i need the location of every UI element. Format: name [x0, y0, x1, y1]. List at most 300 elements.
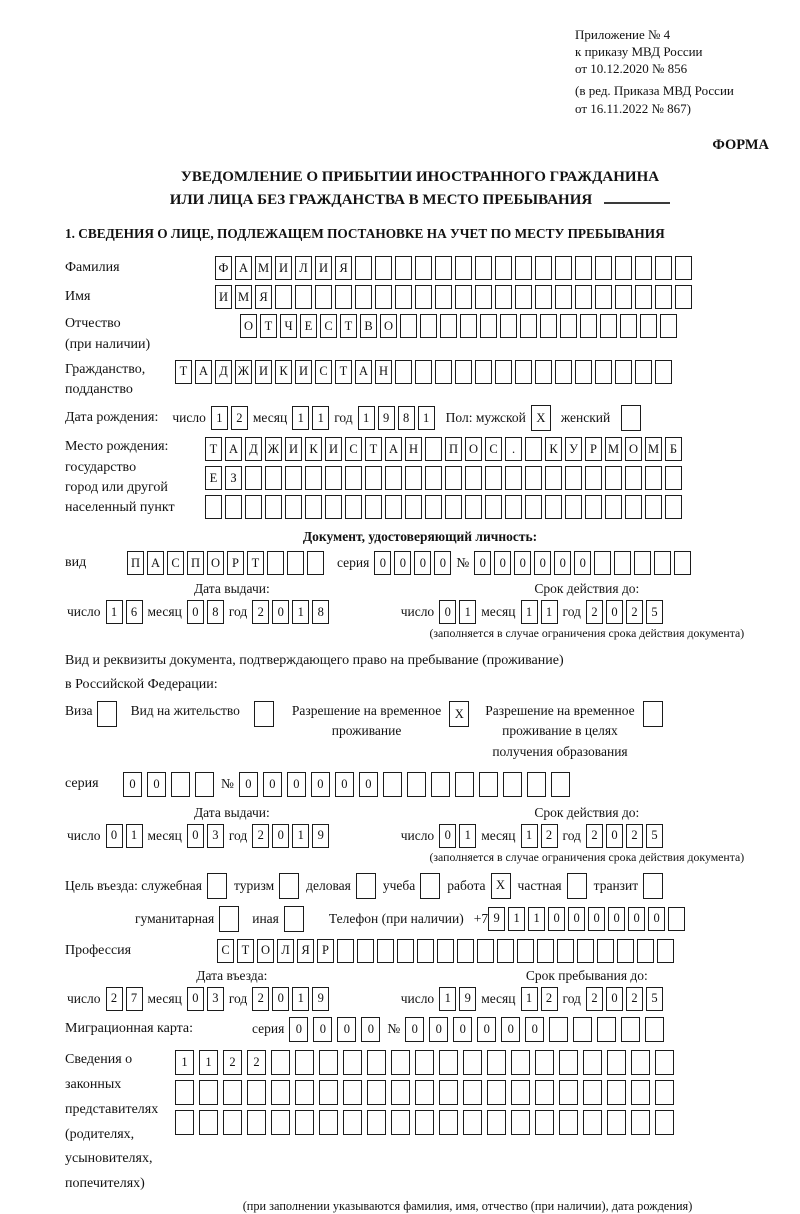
- char-cell[interactable]: [345, 495, 362, 519]
- purpose-transit-checkbox[interactable]: [643, 873, 663, 899]
- char-cell[interactable]: 0: [554, 551, 571, 575]
- char-cell[interactable]: [595, 360, 612, 384]
- sex-female-checkbox[interactable]: [621, 405, 641, 431]
- char-cell[interactable]: 2: [626, 600, 643, 624]
- char-cell[interactable]: [460, 314, 477, 338]
- purpose-study-checkbox[interactable]: [420, 873, 440, 899]
- char-cell[interactable]: [439, 1050, 458, 1075]
- char-cell[interactable]: 0: [606, 600, 623, 624]
- char-cell[interactable]: [577, 939, 594, 963]
- char-cell[interactable]: 2: [541, 824, 558, 848]
- res-valid-month-cells[interactable]: [521, 824, 561, 848]
- guardians-cells-1[interactable]: [175, 1050, 679, 1075]
- char-cell[interactable]: [285, 466, 302, 490]
- char-cell[interactable]: [607, 1110, 626, 1135]
- char-cell[interactable]: 1: [312, 406, 329, 430]
- char-cell[interactable]: Л: [277, 939, 294, 963]
- char-cell[interactable]: [315, 285, 332, 309]
- char-cell[interactable]: 0: [494, 551, 511, 575]
- char-cell[interactable]: [573, 1017, 592, 1042]
- purpose-official-checkbox[interactable]: [207, 873, 227, 899]
- doc-issue-day-cells[interactable]: [106, 600, 146, 624]
- char-cell[interactable]: [594, 551, 611, 575]
- char-cell[interactable]: [271, 1050, 290, 1075]
- char-cell[interactable]: [525, 495, 542, 519]
- char-cell[interactable]: [279, 873, 299, 899]
- char-cell[interactable]: [617, 939, 634, 963]
- char-cell[interactable]: [535, 285, 552, 309]
- char-cell[interactable]: [635, 256, 652, 280]
- char-cell[interactable]: [537, 939, 554, 963]
- char-cell[interactable]: 1: [211, 406, 228, 430]
- char-cell[interactable]: 0: [187, 824, 204, 848]
- char-cell[interactable]: [559, 1110, 578, 1135]
- char-cell[interactable]: Н: [405, 437, 422, 461]
- char-cell[interactable]: 6: [126, 600, 143, 624]
- char-cell[interactable]: 0: [147, 772, 166, 797]
- char-cell[interactable]: 2: [106, 987, 123, 1011]
- char-cell[interactable]: 1: [292, 824, 309, 848]
- purpose-other-checkbox[interactable]: [284, 906, 304, 932]
- doc-issue-year-cells[interactable]: [252, 600, 332, 624]
- char-cell[interactable]: [475, 256, 492, 280]
- char-cell[interactable]: Е: [205, 466, 222, 490]
- char-cell[interactable]: 1: [106, 600, 123, 624]
- char-cell[interactable]: [223, 1080, 242, 1105]
- char-cell[interactable]: [275, 285, 292, 309]
- char-cell[interactable]: [620, 314, 637, 338]
- char-cell[interactable]: 0: [477, 1017, 496, 1042]
- res-issue-month-cells[interactable]: [187, 824, 227, 848]
- char-cell[interactable]: Я: [335, 256, 352, 280]
- char-cell[interactable]: 0: [548, 907, 565, 931]
- char-cell[interactable]: Д: [245, 437, 262, 461]
- entry-day-cells[interactable]: [106, 987, 146, 1011]
- stay-year-cells[interactable]: [586, 987, 666, 1011]
- char-cell[interactable]: 8: [207, 600, 224, 624]
- temp-residence-edu-checkbox[interactable]: [643, 701, 663, 727]
- char-cell[interactable]: 0: [534, 551, 551, 575]
- char-cell[interactable]: Е: [300, 314, 317, 338]
- char-cell[interactable]: [417, 939, 434, 963]
- char-cell[interactable]: [675, 256, 692, 280]
- char-cell[interactable]: [605, 466, 622, 490]
- char-cell[interactable]: [631, 1110, 650, 1135]
- char-cell[interactable]: [335, 285, 352, 309]
- char-cell[interactable]: 0: [429, 1017, 448, 1042]
- char-cell[interactable]: [425, 437, 442, 461]
- char-cell[interactable]: [440, 314, 457, 338]
- char-cell[interactable]: [254, 701, 274, 727]
- phone-cells[interactable]: [488, 907, 688, 931]
- char-cell[interactable]: О: [207, 551, 224, 575]
- char-cell[interactable]: [595, 256, 612, 280]
- char-cell[interactable]: [625, 495, 642, 519]
- char-cell[interactable]: [475, 360, 492, 384]
- char-cell[interactable]: [575, 256, 592, 280]
- char-cell[interactable]: [495, 256, 512, 280]
- char-cell[interactable]: [171, 772, 190, 797]
- char-cell[interactable]: [367, 1110, 386, 1135]
- char-cell[interactable]: [595, 285, 612, 309]
- char-cell[interactable]: Ж: [235, 360, 252, 384]
- char-cell[interactable]: 1: [418, 406, 435, 430]
- char-cell[interactable]: [634, 551, 651, 575]
- char-cell[interactable]: [580, 314, 597, 338]
- char-cell[interactable]: К: [305, 437, 322, 461]
- char-cell[interactable]: 0: [263, 772, 282, 797]
- char-cell[interactable]: [567, 873, 587, 899]
- res-series-cells[interactable]: [123, 772, 219, 797]
- char-cell[interactable]: 0: [608, 907, 625, 931]
- char-cell[interactable]: 0: [525, 1017, 544, 1042]
- char-cell[interactable]: К: [545, 437, 562, 461]
- char-cell[interactable]: 0: [272, 987, 289, 1011]
- char-cell[interactable]: [565, 495, 582, 519]
- char-cell[interactable]: [607, 1050, 626, 1075]
- char-cell[interactable]: 0: [394, 551, 411, 575]
- char-cell[interactable]: [365, 495, 382, 519]
- char-cell[interactable]: [343, 1080, 362, 1105]
- char-cell[interactable]: Л: [295, 256, 312, 280]
- surname-cells[interactable]: [215, 256, 695, 280]
- char-cell[interactable]: [437, 939, 454, 963]
- char-cell[interactable]: [377, 939, 394, 963]
- char-cell[interactable]: Д: [215, 360, 232, 384]
- char-cell[interactable]: 1: [521, 824, 538, 848]
- char-cell[interactable]: [455, 256, 472, 280]
- name-cells[interactable]: [215, 285, 695, 309]
- char-cell[interactable]: 0: [606, 824, 623, 848]
- char-cell[interactable]: [545, 466, 562, 490]
- char-cell[interactable]: [635, 360, 652, 384]
- char-cell[interactable]: [463, 1050, 482, 1075]
- char-cell[interactable]: [195, 772, 214, 797]
- char-cell[interactable]: [517, 939, 534, 963]
- mig-series-cells[interactable]: [289, 1017, 385, 1042]
- char-cell[interactable]: [284, 906, 304, 932]
- char-cell[interactable]: Т: [335, 360, 352, 384]
- char-cell[interactable]: М: [235, 285, 252, 309]
- char-cell[interactable]: [405, 495, 422, 519]
- char-cell[interactable]: [295, 1110, 314, 1135]
- char-cell[interactable]: [615, 256, 632, 280]
- char-cell[interactable]: 0: [606, 987, 623, 1011]
- char-cell[interactable]: [465, 495, 482, 519]
- char-cell[interactable]: [219, 906, 239, 932]
- char-cell[interactable]: [420, 314, 437, 338]
- char-cell[interactable]: [97, 701, 117, 727]
- char-cell[interactable]: Т: [237, 939, 254, 963]
- char-cell[interactable]: [654, 551, 671, 575]
- char-cell[interactable]: [305, 495, 322, 519]
- char-cell[interactable]: С: [217, 939, 234, 963]
- char-cell[interactable]: С: [320, 314, 337, 338]
- birth-day-cells[interactable]: [211, 406, 251, 430]
- char-cell[interactable]: О: [380, 314, 397, 338]
- char-cell[interactable]: [674, 551, 691, 575]
- char-cell[interactable]: 3: [207, 824, 224, 848]
- char-cell[interactable]: [415, 1080, 434, 1105]
- char-cell[interactable]: [585, 495, 602, 519]
- purpose-humanitarian-checkbox[interactable]: [219, 906, 239, 932]
- char-cell[interactable]: 0: [514, 551, 531, 575]
- char-cell[interactable]: [520, 314, 537, 338]
- char-cell[interactable]: [319, 1050, 338, 1075]
- char-cell[interactable]: [425, 495, 442, 519]
- char-cell[interactable]: Ж: [265, 437, 282, 461]
- char-cell[interactable]: [515, 285, 532, 309]
- char-cell[interactable]: [643, 701, 663, 727]
- char-cell[interactable]: [643, 873, 663, 899]
- char-cell[interactable]: [319, 1080, 338, 1105]
- res-issue-year-cells[interactable]: [252, 824, 332, 848]
- char-cell[interactable]: [565, 466, 582, 490]
- char-cell[interactable]: [435, 285, 452, 309]
- char-cell[interactable]: [515, 256, 532, 280]
- visa-checkbox[interactable]: [97, 701, 117, 727]
- char-cell[interactable]: [319, 1110, 338, 1135]
- char-cell[interactable]: [655, 256, 672, 280]
- char-cell[interactable]: [637, 939, 654, 963]
- char-cell[interactable]: 2: [541, 987, 558, 1011]
- char-cell[interactable]: 1: [199, 1050, 218, 1075]
- char-cell[interactable]: [325, 495, 342, 519]
- char-cell[interactable]: [640, 314, 657, 338]
- char-cell[interactable]: 0: [414, 551, 431, 575]
- char-cell[interactable]: [668, 907, 685, 931]
- char-cell[interactable]: [400, 314, 417, 338]
- doc-valid-day-cells[interactable]: [439, 600, 479, 624]
- char-cell[interactable]: [535, 1110, 554, 1135]
- char-cell[interactable]: [625, 466, 642, 490]
- char-cell[interactable]: [665, 495, 682, 519]
- char-cell[interactable]: [515, 360, 532, 384]
- char-cell[interactable]: 0: [106, 824, 123, 848]
- mig-number-cells[interactable]: [405, 1017, 669, 1042]
- char-cell[interactable]: [295, 1050, 314, 1075]
- char-cell[interactable]: С: [167, 551, 184, 575]
- char-cell[interactable]: [597, 939, 614, 963]
- char-cell[interactable]: И: [295, 360, 312, 384]
- char-cell[interactable]: 0: [568, 907, 585, 931]
- char-cell[interactable]: [439, 1080, 458, 1105]
- char-cell[interactable]: [655, 1080, 674, 1105]
- char-cell[interactable]: [357, 939, 374, 963]
- char-cell[interactable]: [621, 405, 641, 431]
- char-cell[interactable]: С: [485, 437, 502, 461]
- purpose-work-checkbox[interactable]: [491, 873, 511, 899]
- char-cell[interactable]: 0: [453, 1017, 472, 1042]
- entry-year-cells[interactable]: [252, 987, 332, 1011]
- char-cell[interactable]: 2: [586, 600, 603, 624]
- doc-valid-year-cells[interactable]: [586, 600, 666, 624]
- char-cell[interactable]: А: [225, 437, 242, 461]
- char-cell[interactable]: А: [385, 437, 402, 461]
- char-cell[interactable]: [199, 1080, 218, 1105]
- char-cell[interactable]: 8: [312, 600, 329, 624]
- char-cell[interactable]: [415, 285, 432, 309]
- birthplace-cells-2[interactable]: [205, 466, 685, 490]
- char-cell[interactable]: [475, 285, 492, 309]
- char-cell[interactable]: [655, 1110, 674, 1135]
- char-cell[interactable]: [655, 1050, 674, 1075]
- char-cell[interactable]: А: [235, 256, 252, 280]
- char-cell[interactable]: [247, 1080, 266, 1105]
- char-cell[interactable]: [207, 873, 227, 899]
- char-cell[interactable]: 5: [646, 987, 663, 1011]
- char-cell[interactable]: 0: [313, 1017, 332, 1042]
- char-cell[interactable]: [397, 939, 414, 963]
- char-cell[interactable]: [405, 466, 422, 490]
- char-cell[interactable]: 8: [398, 406, 415, 430]
- char-cell[interactable]: [511, 1110, 530, 1135]
- char-cell[interactable]: [225, 495, 242, 519]
- char-cell[interactable]: Ч: [280, 314, 297, 338]
- char-cell[interactable]: [583, 1110, 602, 1135]
- char-cell[interactable]: [355, 285, 372, 309]
- char-cell[interactable]: [597, 1017, 616, 1042]
- char-cell[interactable]: Р: [317, 939, 334, 963]
- char-cell[interactable]: И: [325, 437, 342, 461]
- char-cell[interactable]: [375, 285, 392, 309]
- char-cell[interactable]: [555, 256, 572, 280]
- char-cell[interactable]: [675, 285, 692, 309]
- char-cell[interactable]: [415, 256, 432, 280]
- birthplace-cells-1[interactable]: [205, 437, 685, 461]
- char-cell[interactable]: [487, 1050, 506, 1075]
- char-cell[interactable]: 2: [252, 600, 269, 624]
- char-cell[interactable]: 2: [626, 987, 643, 1011]
- char-cell[interactable]: 0: [374, 551, 391, 575]
- char-cell[interactable]: У: [565, 437, 582, 461]
- char-cell[interactable]: [391, 1080, 410, 1105]
- patronymic-cells[interactable]: [240, 314, 680, 338]
- char-cell[interactable]: Я: [255, 285, 272, 309]
- char-cell[interactable]: [511, 1050, 530, 1075]
- char-cell[interactable]: [415, 1050, 434, 1075]
- char-cell[interactable]: 5: [646, 600, 663, 624]
- temp-residence-checkbox[interactable]: [449, 701, 469, 727]
- char-cell[interactable]: Т: [175, 360, 192, 384]
- char-cell[interactable]: 2: [252, 987, 269, 1011]
- char-cell[interactable]: [245, 495, 262, 519]
- char-cell[interactable]: [555, 285, 572, 309]
- char-cell[interactable]: [325, 466, 342, 490]
- doc-kind-cells[interactable]: [127, 551, 327, 575]
- char-cell[interactable]: [655, 360, 672, 384]
- char-cell[interactable]: X: [491, 873, 511, 899]
- char-cell[interactable]: [527, 772, 546, 797]
- char-cell[interactable]: [559, 1080, 578, 1105]
- char-cell[interactable]: 0: [187, 600, 204, 624]
- char-cell[interactable]: О: [257, 939, 274, 963]
- char-cell[interactable]: [295, 1080, 314, 1105]
- char-cell[interactable]: [631, 1080, 650, 1105]
- char-cell[interactable]: [665, 466, 682, 490]
- char-cell[interactable]: [385, 466, 402, 490]
- char-cell[interactable]: [575, 285, 592, 309]
- char-cell[interactable]: 1: [358, 406, 375, 430]
- char-cell[interactable]: [307, 551, 324, 575]
- birthplace-cells-3[interactable]: [205, 495, 685, 519]
- char-cell[interactable]: [267, 551, 284, 575]
- char-cell[interactable]: [407, 772, 426, 797]
- doc-issue-month-cells[interactable]: [187, 600, 227, 624]
- char-cell[interactable]: [645, 495, 662, 519]
- char-cell[interactable]: 0: [474, 551, 491, 575]
- char-cell[interactable]: 3: [207, 987, 224, 1011]
- char-cell[interactable]: Р: [585, 437, 602, 461]
- char-cell[interactable]: [621, 1017, 640, 1042]
- res-valid-year-cells[interactable]: [586, 824, 666, 848]
- char-cell[interactable]: 0: [574, 551, 591, 575]
- purpose-business-checkbox[interactable]: [356, 873, 376, 899]
- char-cell[interactable]: [551, 772, 570, 797]
- char-cell[interactable]: [247, 1110, 266, 1135]
- char-cell[interactable]: 1: [439, 987, 456, 1011]
- char-cell[interactable]: 0: [272, 600, 289, 624]
- char-cell[interactable]: 0: [239, 772, 258, 797]
- char-cell[interactable]: С: [345, 437, 362, 461]
- char-cell[interactable]: [600, 314, 617, 338]
- char-cell[interactable]: [535, 1080, 554, 1105]
- guardians-cells-3[interactable]: [175, 1110, 679, 1135]
- char-cell[interactable]: М: [605, 437, 622, 461]
- char-cell[interactable]: П: [127, 551, 144, 575]
- char-cell[interactable]: [479, 772, 498, 797]
- char-cell[interactable]: [615, 360, 632, 384]
- char-cell[interactable]: [395, 360, 412, 384]
- char-cell[interactable]: 2: [247, 1050, 266, 1075]
- char-cell[interactable]: [285, 495, 302, 519]
- char-cell[interactable]: 2: [626, 824, 643, 848]
- char-cell[interactable]: И: [275, 256, 292, 280]
- char-cell[interactable]: 1: [521, 987, 538, 1011]
- char-cell[interactable]: [425, 466, 442, 490]
- char-cell[interactable]: 1: [175, 1050, 194, 1075]
- char-cell[interactable]: [343, 1050, 362, 1075]
- char-cell[interactable]: 5: [646, 824, 663, 848]
- char-cell[interactable]: А: [147, 551, 164, 575]
- char-cell[interactable]: [435, 256, 452, 280]
- char-cell[interactable]: К: [275, 360, 292, 384]
- char-cell[interactable]: Р: [227, 551, 244, 575]
- char-cell[interactable]: [395, 285, 412, 309]
- char-cell[interactable]: 9: [459, 987, 476, 1011]
- birth-month-cells[interactable]: [292, 406, 332, 430]
- char-cell[interactable]: 1: [528, 907, 545, 931]
- char-cell[interactable]: [245, 466, 262, 490]
- char-cell[interactable]: 0: [648, 907, 665, 931]
- char-cell[interactable]: 2: [223, 1050, 242, 1075]
- char-cell[interactable]: М: [645, 437, 662, 461]
- char-cell[interactable]: [495, 285, 512, 309]
- char-cell[interactable]: 9: [488, 907, 505, 931]
- char-cell[interactable]: X: [449, 701, 469, 727]
- char-cell[interactable]: [655, 285, 672, 309]
- char-cell[interactable]: 2: [231, 406, 248, 430]
- char-cell[interactable]: 0: [361, 1017, 380, 1042]
- char-cell[interactable]: [465, 466, 482, 490]
- char-cell[interactable]: З: [225, 466, 242, 490]
- char-cell[interactable]: 1: [292, 600, 309, 624]
- char-cell[interactable]: [583, 1080, 602, 1105]
- char-cell[interactable]: 2: [586, 824, 603, 848]
- char-cell[interactable]: 0: [588, 907, 605, 931]
- purpose-tourism-checkbox[interactable]: [279, 873, 299, 899]
- char-cell[interactable]: С: [315, 360, 332, 384]
